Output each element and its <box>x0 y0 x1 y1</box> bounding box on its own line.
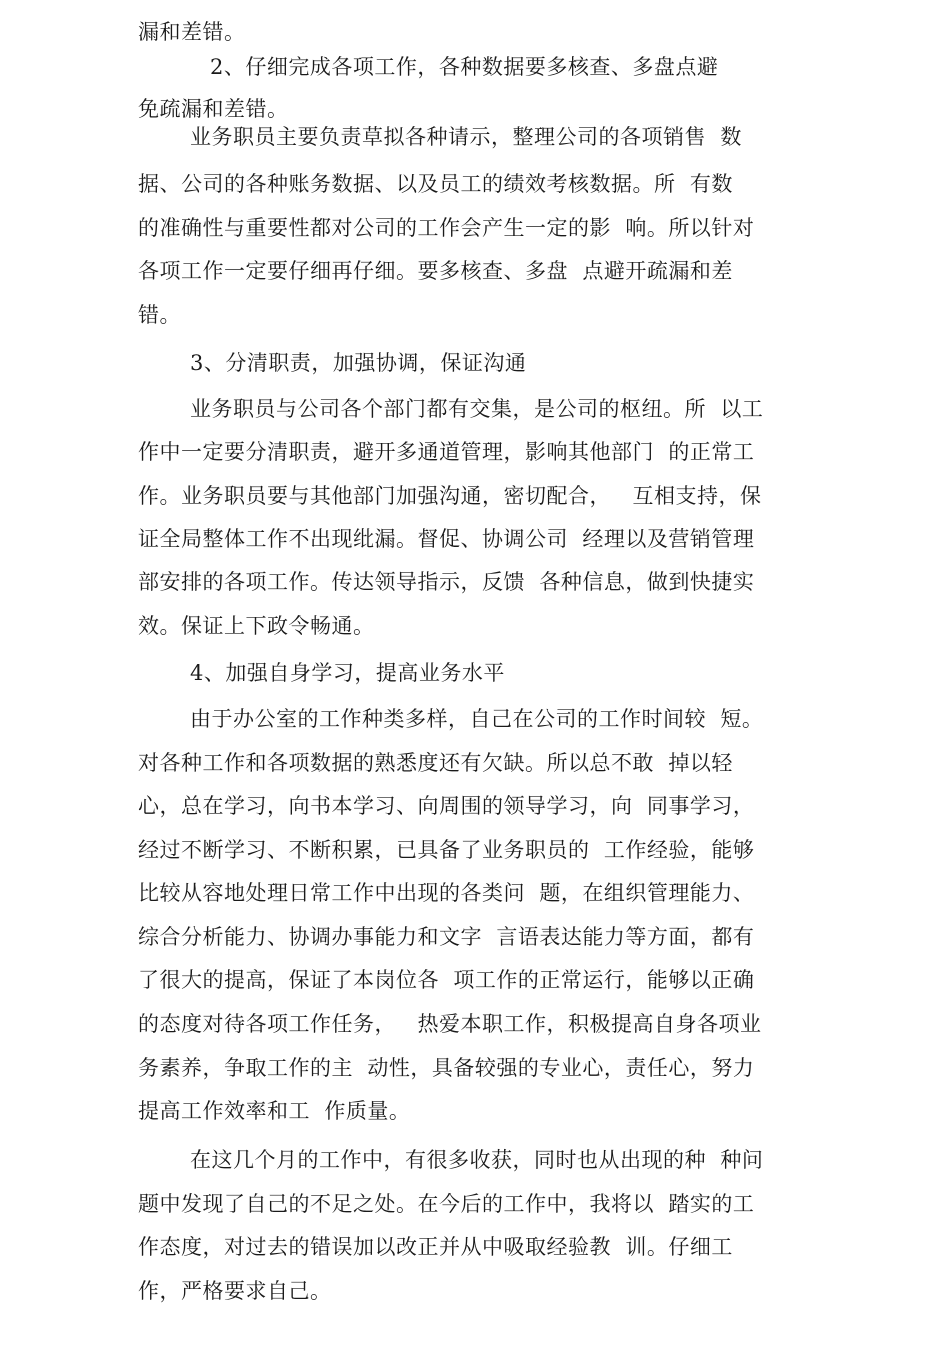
text-line: 作态度，对过去的错误加以改正并从中吸取经验教 训。仔细工 <box>138 1235 733 1259</box>
text-line: 经过不断学习、不断积累，已具备了业务职员的 工作经验，能够 <box>138 838 755 862</box>
text-line: 的准确性与重要性都对公司的工作会产生一定的影 响。所以针对 <box>138 216 755 240</box>
text-line: 综合分析能力、协调办事能力和文字 言语表达能力等方面，都有 <box>138 925 755 949</box>
paragraph-start: 在这几个月的工作中，有很多收获，同时也从出现的种 种问 <box>190 1148 764 1172</box>
text-line: 据、公司的各种账务数据、以及员工的绩效考核数据。所 有数 <box>138 172 733 196</box>
paragraph-start: 由于办公室的工作种类多样，自己在公司的工作时间较 短。 <box>190 707 764 731</box>
text-line: 提高工作效率和工 作质量。 <box>138 1099 411 1123</box>
text-line: 比较从容地处理日常工作中出现的各类问 题，在组织管理能力、 <box>138 881 755 905</box>
text-line: 题中发现了自己的不足之处。在今后的工作中，我将以 踏实的工 <box>138 1192 755 1216</box>
text-line: 漏和差错。 <box>138 20 246 44</box>
paragraph-start: 业务职员主要负责草拟各种请示，整理公司的各项销售 数 <box>190 125 742 149</box>
text-line: 各项工作一定要仔细再仔细。要多核查、多盘 点避开疏漏和差 <box>138 259 733 283</box>
section-heading-4: 4、加强自身学习，提高业务水平 <box>190 661 505 685</box>
text-line: 作中一定要分清职责，避开多通道管理，影响其他部门 的正常工 <box>138 440 755 464</box>
text-line: 的态度对待各项工作任务， 热爱本职工作，积极提高自身各项业 <box>138 1012 762 1036</box>
text-line: 效。保证上下政令畅通。 <box>138 614 375 638</box>
text-line: 证全局整体工作不出现纰漏。督促、协调公司 经理以及营销管理 <box>138 527 755 551</box>
text-line: 作，严格要求自己。 <box>138 1279 332 1303</box>
text-line: 对各种工作和各项数据的熟悉度还有欠缺。所以总不敢 掉以轻 <box>138 751 733 775</box>
text-line: 部安排的各项工作。传达领导指示，反馈 各种信息，做到快捷实 <box>138 570 755 594</box>
section-heading-2: 2、仔细完成各项工作，各种数据要多核查、多盘点避 <box>210 55 719 79</box>
paragraph-start: 业务职员与公司各个部门都有交集，是公司的枢纽。所 以工 <box>190 397 764 421</box>
text-line: 了很大的提高，保证了本岗位各 项工作的正常运行，能够以正确 <box>138 968 755 992</box>
section-heading-3: 3、分清职责，加强协调，保证沟通 <box>190 351 527 375</box>
text-line: 错。 <box>138 303 181 327</box>
text-line: 心，总在学习，向书本学习、向周围的领导学习，向 同事学习， <box>138 794 755 818</box>
text-line: 免疏漏和差错。 <box>138 97 289 121</box>
text-line: 务素养，争取工作的主 动性，具备较强的专业心，责任心，努力 <box>138 1056 755 1080</box>
text-line: 作。业务职员要与其他部门加强沟通，密切配合， 互相支持，保 <box>138 484 762 508</box>
